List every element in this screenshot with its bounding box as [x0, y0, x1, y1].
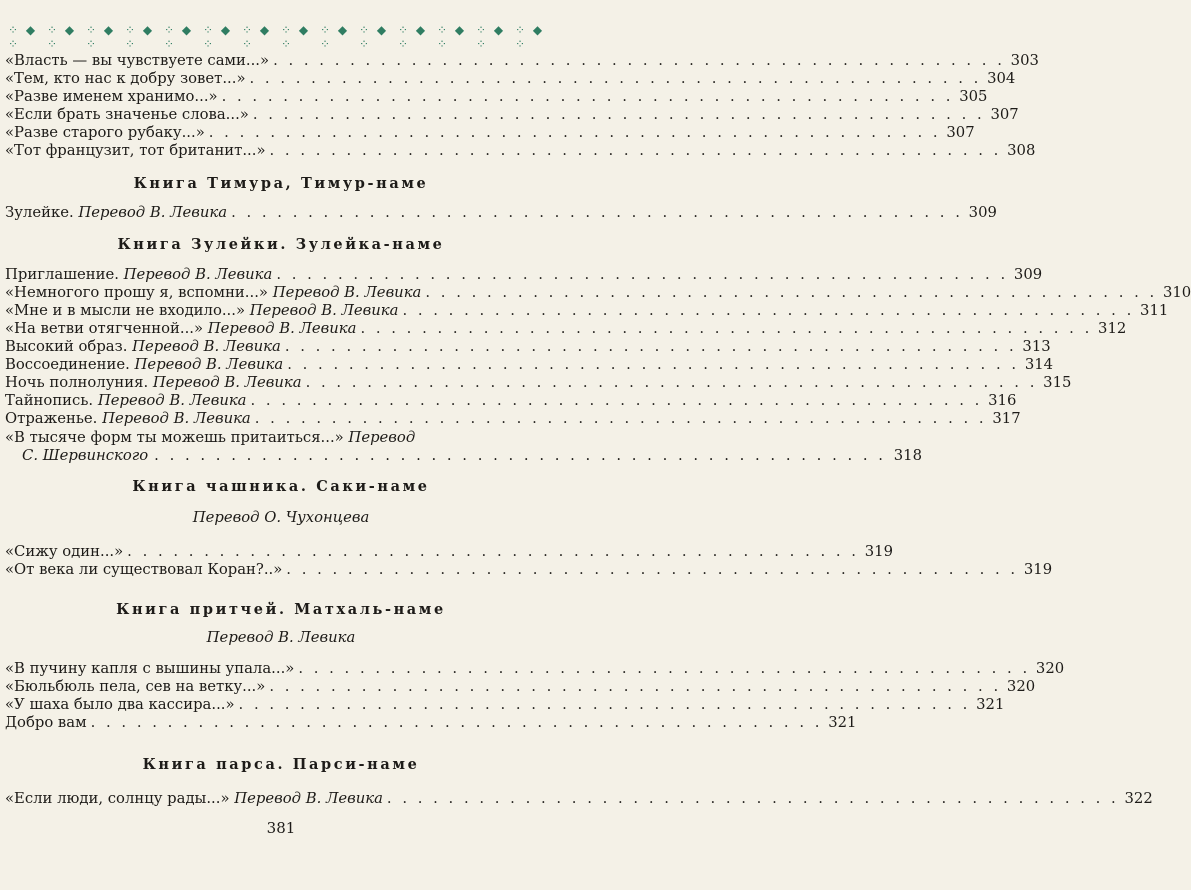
toc-entry [5, 391, 1017, 410]
dot-leader: . . . . . . . . . . . . . . . . . . . . . . . . . . . . . . . . . . . . . . . . . . . . . . . . [252, 106, 985, 123]
toc-entry [5, 695, 1005, 714]
page-number: 320 [1035, 660, 1065, 677]
ornament-motif: ⁘ ◆ ⁘ [359, 23, 389, 51]
entry-title [5, 319, 356, 338]
ornament-motif: ⁘ ◆ ⁘ [8, 23, 38, 51]
entry-title-text: «Мне и в мысли не входило...» [5, 302, 246, 319]
section-heading: Книга парса. Парси-наме [142, 756, 420, 773]
translator: Перевод В. Левика [234, 790, 383, 807]
page-number: 311 [1140, 302, 1169, 319]
dot-leader: . . . . . . . . . . . . . . . . . . . . . . . . . . . . . . . . . . . . . . . . . . . . . . . . [269, 142, 1002, 159]
page-number: 321 [828, 714, 857, 731]
dot-leader: . . . . . . . . . . . . . . . . . . . . . . . . . . . . . . . . . . . . . . . . . . . . . . . . [221, 88, 954, 105]
entry-title: «Сижу один...» [5, 543, 124, 560]
toc-entry [5, 105, 1019, 124]
entry-title-text: Тайнопись. [5, 392, 94, 409]
page-number: 319 [1023, 561, 1053, 578]
page-number: 319 [864, 543, 894, 560]
toc-entry-wrapped-line1 [5, 428, 517, 447]
entry-title [5, 789, 383, 808]
translator: Перевод В. Левика [272, 284, 422, 301]
page-number: 314 [1024, 356, 1054, 373]
dot-leader: . . . . . . . . . . . . . . . . . . . . . . . . . . . . . . . . . . . . . . . . . . . . . . . . [287, 356, 1020, 373]
entry-title-text: «На ветви отягченной...» [5, 320, 204, 337]
translator: Перевод В. Левика [78, 204, 228, 221]
toc-entry [5, 283, 1191, 302]
ornament-motif: ⁘ ◆ ⁘ [242, 23, 272, 51]
ornament-motif: ⁘ ◆ ⁘ [47, 23, 77, 51]
translator: Перевод [348, 429, 416, 446]
toc-entry [5, 659, 1065, 678]
section-heading: Книга Зулейки. Зулейка-наме [117, 236, 445, 253]
section-translator: Перевод В. Левика [206, 629, 356, 646]
dot-leader: . . . . . . . . . . . . . . . . . . . . . . . . . . . . . . . . . . . . . . . . . . . . . . . . [402, 302, 1135, 319]
entry-title [5, 355, 283, 374]
toc-entry [5, 203, 997, 222]
entry-title: «В пучину капля с вышины упала...» [5, 660, 295, 677]
entry-title-text: Воссоединение. [5, 356, 130, 373]
toc-entry [5, 789, 1153, 808]
entry-title: Добро вам [5, 714, 87, 731]
page-number: 318 [893, 447, 922, 464]
entry-title: «В тысяче форм ты можешь притаиться...» [5, 429, 344, 446]
entry-title [5, 203, 227, 222]
dot-leader: . . . . . . . . . . . . . . . . . . . . . . . . . . . . . . . . . . . . . . . . . . . . . . . . [276, 266, 1009, 283]
translator: Перевод В. Левика [102, 410, 251, 427]
toc-entry [5, 301, 1169, 320]
toc-entry [5, 409, 1021, 428]
section-heading: Книга притчей. Матхаль-наме [116, 601, 446, 618]
page-number: 322 [1124, 790, 1153, 807]
translator: Перевод В. Левика [207, 320, 357, 337]
section-heading: Книга Тимура, Тимур-наме [133, 175, 429, 192]
ornament-motif: ⁘ ◆ ⁘ [86, 23, 116, 51]
translator: Перевод В. Левика [132, 338, 281, 355]
dot-leader: . . . . . . . . . . . . . . . . . . . . . . . . . . . . . . . . . . . . . . . . . . . . . . . . [360, 320, 1093, 337]
entry-title: «Власть — вы чувствуете сами...» [5, 52, 270, 69]
dot-leader: . . . . . . . . . . . . . . . . . . . . . . . . . . . . . . . . . . . . . . . . . . . . . . . . [249, 70, 982, 87]
ornament-motif: ⁘ ◆ ⁘ [203, 23, 233, 51]
ornament-motif: ⁘ ◆ ⁘ [125, 23, 155, 51]
page-number: 308 [1007, 142, 1036, 159]
dot-leader: . . . . . . . . . . . . . . . . . . . . . . . . . . . . . . . . . . . . . . . . . . . . . . . . [425, 284, 1158, 301]
dot-leader: . . . . . . . . . . . . . . . . . . . . . . . . . . . . . . . . . . . . . . . . . . . . . . . . [386, 790, 1119, 807]
ornament-motif: ⁘ ◆ ⁘ [320, 23, 350, 51]
entry-title: «Тот французит, тот британит...» [5, 142, 266, 159]
toc-entry [5, 560, 1053, 579]
ornament-motif: ⁘ ◆ ⁘ [515, 23, 545, 51]
page-number: 315 [1043, 374, 1072, 391]
dot-leader: . . . . . . . . . . . . . . . . . . . . . . . . . . . . . . . . . . . . . . . . . . . . . . . . [238, 696, 971, 713]
entry-title [5, 301, 398, 320]
toc-entry [5, 355, 1054, 374]
entry-title [5, 391, 247, 410]
entry-title-text: Зулейке. [5, 204, 74, 221]
toc-entry [5, 141, 1036, 160]
toc-entry [5, 123, 975, 142]
dot-leader: . . . . . . . . . . . . . . . . . . . . . . . . . . . . . . . . . . . . . . . . . . . . . . . . [90, 714, 823, 731]
toc-entry [5, 87, 988, 106]
page-number: 309 [968, 204, 997, 221]
entry-title-text: Высокий образ. [5, 338, 128, 355]
dot-leader: . . . . . . . . . . . . . . . . . . . . . . . . . . . . . . . . . . . . . . . . . . . . . . . . [154, 447, 886, 464]
entry-title [5, 373, 302, 392]
page-number: 320 [1006, 678, 1036, 695]
entry-title-text: «Если люди, солнцу рады...» [5, 790, 230, 807]
page-number: 307 [946, 124, 975, 141]
toc-entry [5, 337, 1051, 356]
toc-entry [5, 713, 857, 732]
translator: Перевод В. Левика [97, 392, 247, 409]
ornament-border [0, 23, 562, 51]
toc-entry [5, 677, 1036, 696]
page-number: 312 [1098, 320, 1127, 337]
dot-leader: . . . . . . . . . . . . . . . . . . . . . . . . . . . . . . . . . . . . . . . . . . . . . . . . [208, 124, 941, 141]
dot-leader: . . . . . . . . . . . . . . . . . . . . . . . . . . . . . . . . . . . . . . . . . . . . . . . . [254, 410, 987, 427]
page-number: 307 [990, 106, 1019, 123]
section-translator: Перевод О. Чухонцева [192, 509, 370, 526]
page-number: 304 [987, 70, 1016, 87]
page-number: 313 [1022, 338, 1051, 355]
entry-title: «От века ли существовал Коран?..» [5, 561, 283, 578]
dot-leader: . . . . . . . . . . . . . . . . . . . . . . . . . . . . . . . . . . . . . . . . . . . . . . . . [298, 660, 1031, 677]
page-number: 316 [988, 392, 1017, 409]
translator: Перевод В. Левика [123, 266, 273, 283]
entry-title: «Разве именем хранимо...» [5, 88, 218, 105]
ornament-motif: ⁘ ◆ ⁘ [476, 23, 506, 51]
toc-entry [5, 265, 1043, 284]
dot-leader: . . . . . . . . . . . . . . . . . . . . . . . . . . . . . . . . . . . . . . . . . . . . . . . . [273, 52, 1005, 69]
toc-entry [5, 51, 1039, 70]
entry-title: «Разве старого рубаку...» [5, 124, 205, 141]
entry-title [5, 409, 251, 428]
entry-title: «Если брать значенье слова...» [5, 106, 249, 123]
toc-entry [5, 373, 1072, 392]
dot-leader: . . . . . . . . . . . . . . . . . . . . . . . . . . . . . . . . . . . . . . . . . . . . . . . . [284, 338, 1017, 355]
translator: Перевод В. Левика [249, 302, 399, 319]
page-number: 321 [976, 696, 1005, 713]
translator: С. Шервинского [22, 447, 149, 464]
dot-leader: . . . . . . . . . . . . . . . . . . . . . . . . . . . . . . . . . . . . . . . . . . . . . . . . [127, 543, 860, 560]
entry-title [5, 337, 281, 356]
entry-title-text: Отраженье. [5, 410, 98, 427]
entry-title-text: «Немногого прошу я, вспомни...» [5, 284, 268, 301]
page-number: 303 [1010, 52, 1039, 69]
ornament-motif: ⁘ ◆ ⁘ [164, 23, 194, 51]
toc-entry-wrapped-line2 [22, 446, 922, 465]
entry-title-text: Ночь полнолуния. [5, 374, 149, 391]
toc-entry [5, 69, 1016, 88]
entry-title-text: Приглашение. [5, 266, 119, 283]
translator: Перевод В. Левика [134, 356, 284, 373]
ornament-motif: ⁘ ◆ ⁘ [398, 23, 428, 51]
translator: Перевод В. Левика [152, 374, 302, 391]
page-folio: 381 [266, 819, 296, 837]
ornament-motif: ⁘ ◆ ⁘ [437, 23, 467, 51]
page-number: 305 [959, 88, 988, 105]
entry-title: «Тем, кто нас к добру зовет...» [5, 70, 246, 87]
page-number: 310 [1162, 284, 1191, 301]
entry-title [5, 283, 421, 302]
ornament-motif: ⁘ ◆ ⁘ [281, 23, 311, 51]
page-number: 317 [992, 410, 1021, 427]
toc-entry [5, 542, 894, 561]
entry-title: «У шаха было два кассира...» [5, 696, 235, 713]
dot-leader: . . . . . . . . . . . . . . . . . . . . . . . . . . . . . . . . . . . . . . . . . . . . . . . . [250, 392, 983, 409]
entry-title: «Бюльбюль пела, сев на ветку...» [5, 678, 266, 695]
dot-leader: . . . . . . . . . . . . . . . . . . . . . . . . . . . . . . . . . . . . . . . . . . . . . . . . [269, 678, 1002, 695]
section-heading: Книга чашника. Саки-наме [132, 478, 430, 495]
entry-title [5, 265, 272, 284]
dot-leader: . . . . . . . . . . . . . . . . . . . . . . . . . . . . . . . . . . . . . . . . . . . . . . . . [305, 374, 1038, 391]
page-number: 309 [1013, 266, 1043, 283]
dot-leader: . . . . . . . . . . . . . . . . . . . . . . . . . . . . . . . . . . . . . . . . . . . . . . . . [231, 204, 963, 221]
dot-leader: . . . . . . . . . . . . . . . . . . . . . . . . . . . . . . . . . . . . . . . . . . . . . . . . [286, 561, 1019, 578]
toc-entry [5, 319, 1127, 338]
